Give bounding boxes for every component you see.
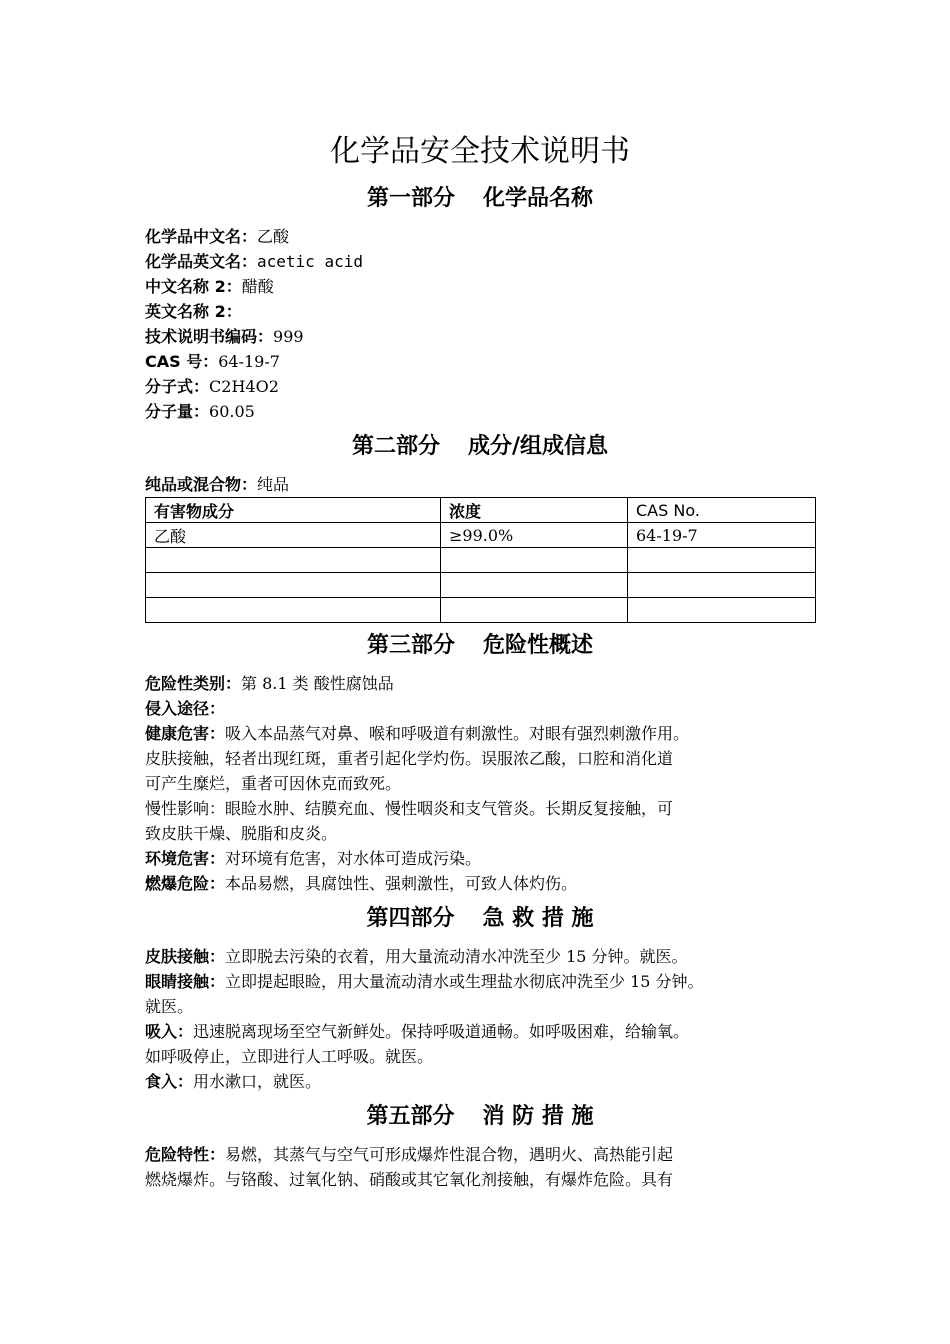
fire-hazard-characteristics: 危险特性：易燃，其蒸气与空气可形成爆炸性混合物，遇明火、高热能引起 [145, 1145, 674, 1164]
table-row [146, 548, 816, 573]
part3-number: 第三部分 [366, 633, 455, 658]
table-cell: 64-19-7 [628, 523, 816, 548]
hazard-category: 危险性类别：第 8.1 类 酸性腐蚀品 [145, 674, 394, 693]
field-cn-name: 化学品中文名：乙酸 [145, 227, 290, 246]
entry-route: 侵入途径： [145, 699, 226, 718]
part1-heading [145, 182, 815, 216]
first-aid-eye: 眼睛接触：立即提起眼睑，用大量流动清水或生理盐水彻底冲洗至少 15 分钟。 [145, 972, 704, 991]
environment-hazard: 环境危害：对环境有危害，对水体可造成污染。 [145, 849, 482, 868]
table-cell [441, 598, 628, 623]
chronic-effect-line2: 致皮肤干燥、脱脂和皮炎。 [145, 824, 338, 843]
part2-name: 成分/组成信息 [467, 434, 609, 459]
table-cell: ≥99.0% [441, 523, 628, 548]
field-cas: CAS 号：64-19-7 [145, 352, 280, 371]
chronic-effect: 慢性影响：眼睑水肿、结膜充血、慢性咽炎和支气管炎。长期反复接触，可 [145, 799, 674, 818]
part4-name: 急 救 措 施 [482, 906, 594, 931]
first-aid-skin: 皮肤接触：立即脱去污染的衣着，用大量流动清水冲洗至少 15 分钟。就医。 [145, 947, 688, 966]
first-aid-eye-line2: 就医。 [145, 997, 194, 1016]
table-cell [146, 598, 441, 623]
field-doc-code: 技术说明书编码：999 [145, 327, 304, 346]
health-hazard-line2: 皮肤接触，轻者出现红斑，重者引起化学灼伤。误服浓乙酸，口腔和消化道 [145, 749, 674, 768]
part2-heading [145, 430, 815, 464]
health-hazard-line3: 可产生糜烂，重者可因休克而致死。 [145, 774, 402, 793]
field-formula: 分子式：C2H4O2 [145, 377, 279, 396]
part3-heading [145, 629, 815, 663]
part5-name: 消 防 措 施 [482, 1104, 594, 1129]
table-cell [441, 548, 628, 573]
part2-number: 第二部分 [351, 434, 440, 459]
part1-fields [145, 224, 815, 424]
table-cell [146, 573, 441, 598]
fire-hazard-characteristics-line2: 燃烧爆炸。与铬酸、过氧化钠、硝酸或其它氧化剂接触，有爆炸危险。具有 [145, 1170, 674, 1189]
first-aid-ingestion: 食入：用水漱口，就医。 [145, 1072, 322, 1091]
part3-name: 危险性概述 [483, 633, 594, 658]
table-row [146, 523, 816, 548]
msds-document [145, 128, 815, 1192]
field-cn-name-2: 中文名称 2：醋酸 [145, 277, 274, 296]
field-purity: 纯品或混合物：纯品 [145, 475, 290, 494]
part4-heading [145, 902, 815, 936]
table-cell [146, 548, 441, 573]
field-mol-weight: 分子量：60.05 [145, 402, 255, 421]
table-row [146, 573, 816, 598]
part1-number: 第一部分 [366, 186, 455, 211]
table-row [146, 598, 816, 623]
table-cell [628, 573, 816, 598]
document-title: 化学品安全技术说明书 [330, 134, 630, 169]
part1-name: 化学品名称 [483, 186, 594, 211]
table-header: 浓度 [441, 498, 628, 523]
fire-explosion-hazard: 燃爆危险：本品易燃，具腐蚀性、强刺激性，可致人体灼伤。 [145, 874, 578, 893]
health-hazard: 健康危害：吸入本品蒸气对鼻、喉和呼吸道有刺激性。对眼有强烈刺激作用。 [145, 724, 690, 743]
field-en-name-2: 英文名称 2： [145, 302, 242, 321]
part5-number: 第五部分 [366, 1104, 455, 1129]
table-cell: 乙酸 [146, 523, 441, 548]
composition-table [145, 497, 816, 623]
table-cell [441, 573, 628, 598]
table-cell [628, 598, 816, 623]
table-cell [628, 548, 816, 573]
first-aid-inhalation-line2: 如呼吸停止，立即进行人工呼吸。就医。 [145, 1047, 434, 1066]
part5-heading [145, 1100, 815, 1134]
table-header-row [146, 498, 816, 523]
first-aid-inhalation: 吸入：迅速脱离现场至空气新鲜处。保持呼吸道通畅。如呼吸困难，给输氧。 [145, 1022, 690, 1041]
table-header: 有害物成分 [146, 498, 441, 523]
field-en-name: 化学品英文名：acetic acid [145, 252, 363, 271]
part4-number: 第四部分 [366, 906, 455, 931]
table-header: CAS No. [628, 498, 816, 523]
